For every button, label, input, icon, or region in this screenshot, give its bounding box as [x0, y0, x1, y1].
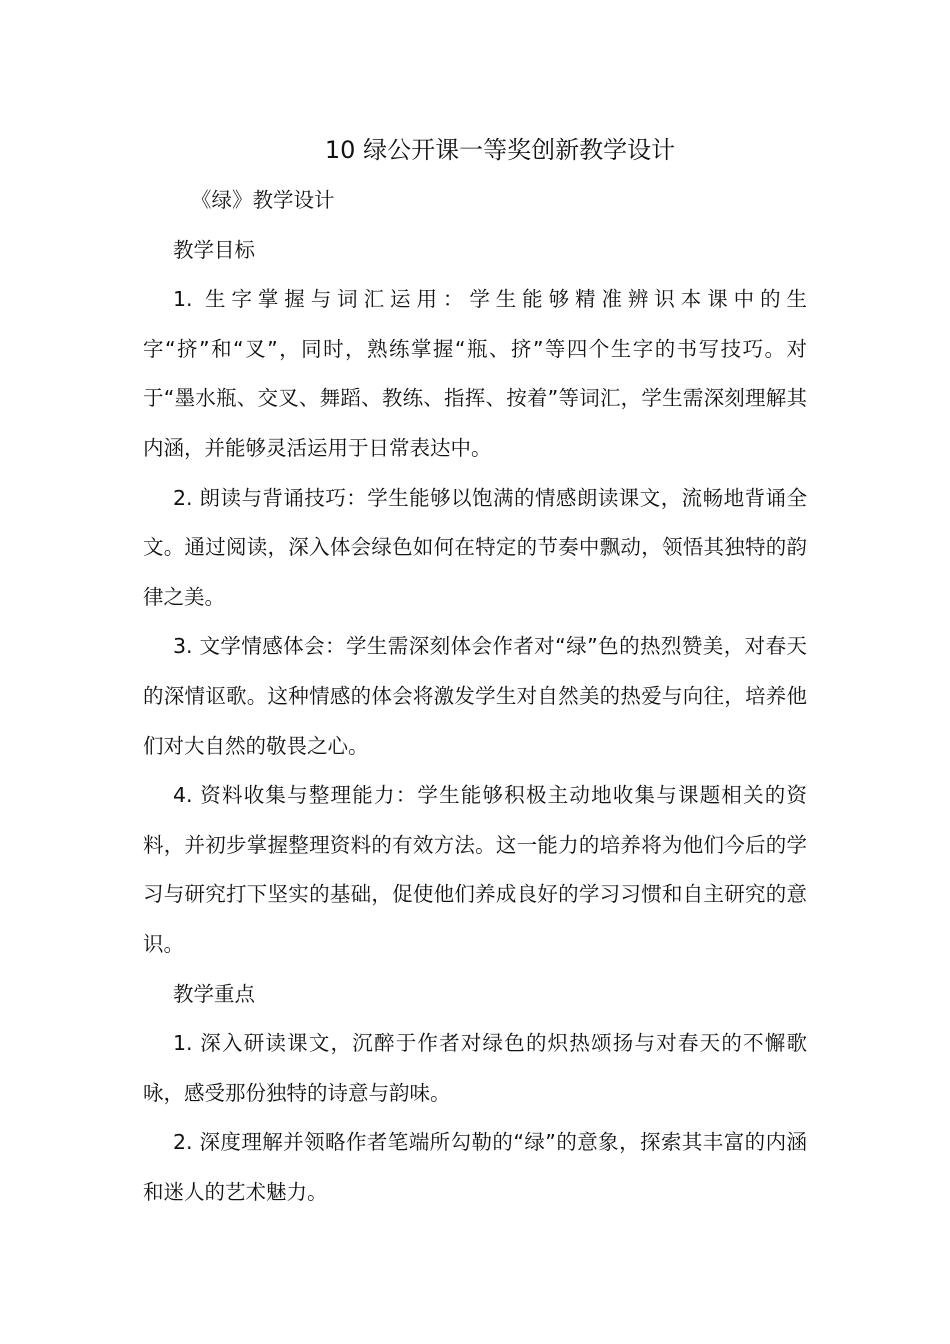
section-heading-key-points: 教学重点 — [173, 981, 255, 1006]
objective-item-1: 1. 生字掌握与词汇运用：学生能够精准辨识本课中的生字“挤”和“叉”，同时，熟练掌握“瓶、挤”等四个生字的书写技巧。对于“墨水瓶、交叉、舞蹈、教练、指挥、按着”等词汇，学生需深刻理解其内涵，并能够灵活运用于日常表达中。 — [143, 287, 807, 460]
document-subtitle: 《绿》教学设计 — [191, 188, 335, 212]
document-title: 10 绿公开课一等奖创新教学设计 — [324, 136, 676, 164]
section-heading-objectives: 教学目标 — [173, 237, 255, 262]
objective-item-4: 4. 资料收集与整理能力：学生能够积极主动地收集与课题相关的资料，并初步掌握整理资料的有效方法。这一能力的培养将为他们今后的学习与研究打下坚实的基础，促使他们养成良好的学习习惯和自主研究的意识。 — [143, 783, 807, 956]
objective-item-2: 2. 朗读与背诵技巧：学生能够以饱满的情感朗读课文，流畅地背诵全文。通过阅读，深入体会绿色如何在特定的节奏中飘动，领悟其独特的韵律之美。 — [143, 485, 807, 609]
key-point-item-2: 2. 深度理解并领略作者笔端所勾勒的“绿”的意象，探索其丰富的内涵和迷人的艺术魅力。 — [143, 1130, 807, 1204]
objective-item-3: 3. 文学情感体会：学生需深刻体会作者对“绿”色的热烈赞美，对春天的深情讴歌。这种情感的体会将激发学生对自然美的热爱与向往，培养他们对大自然的敬畏之心。 — [143, 634, 807, 758]
key-point-item-1: 1. 深入研读课文，沉醉于作者对绿色的炽热颂扬与对春天的不懈歌咏，感受那份独特的诗意与韵味。 — [143, 1031, 807, 1105]
document-body — [143, 176, 807, 1217]
